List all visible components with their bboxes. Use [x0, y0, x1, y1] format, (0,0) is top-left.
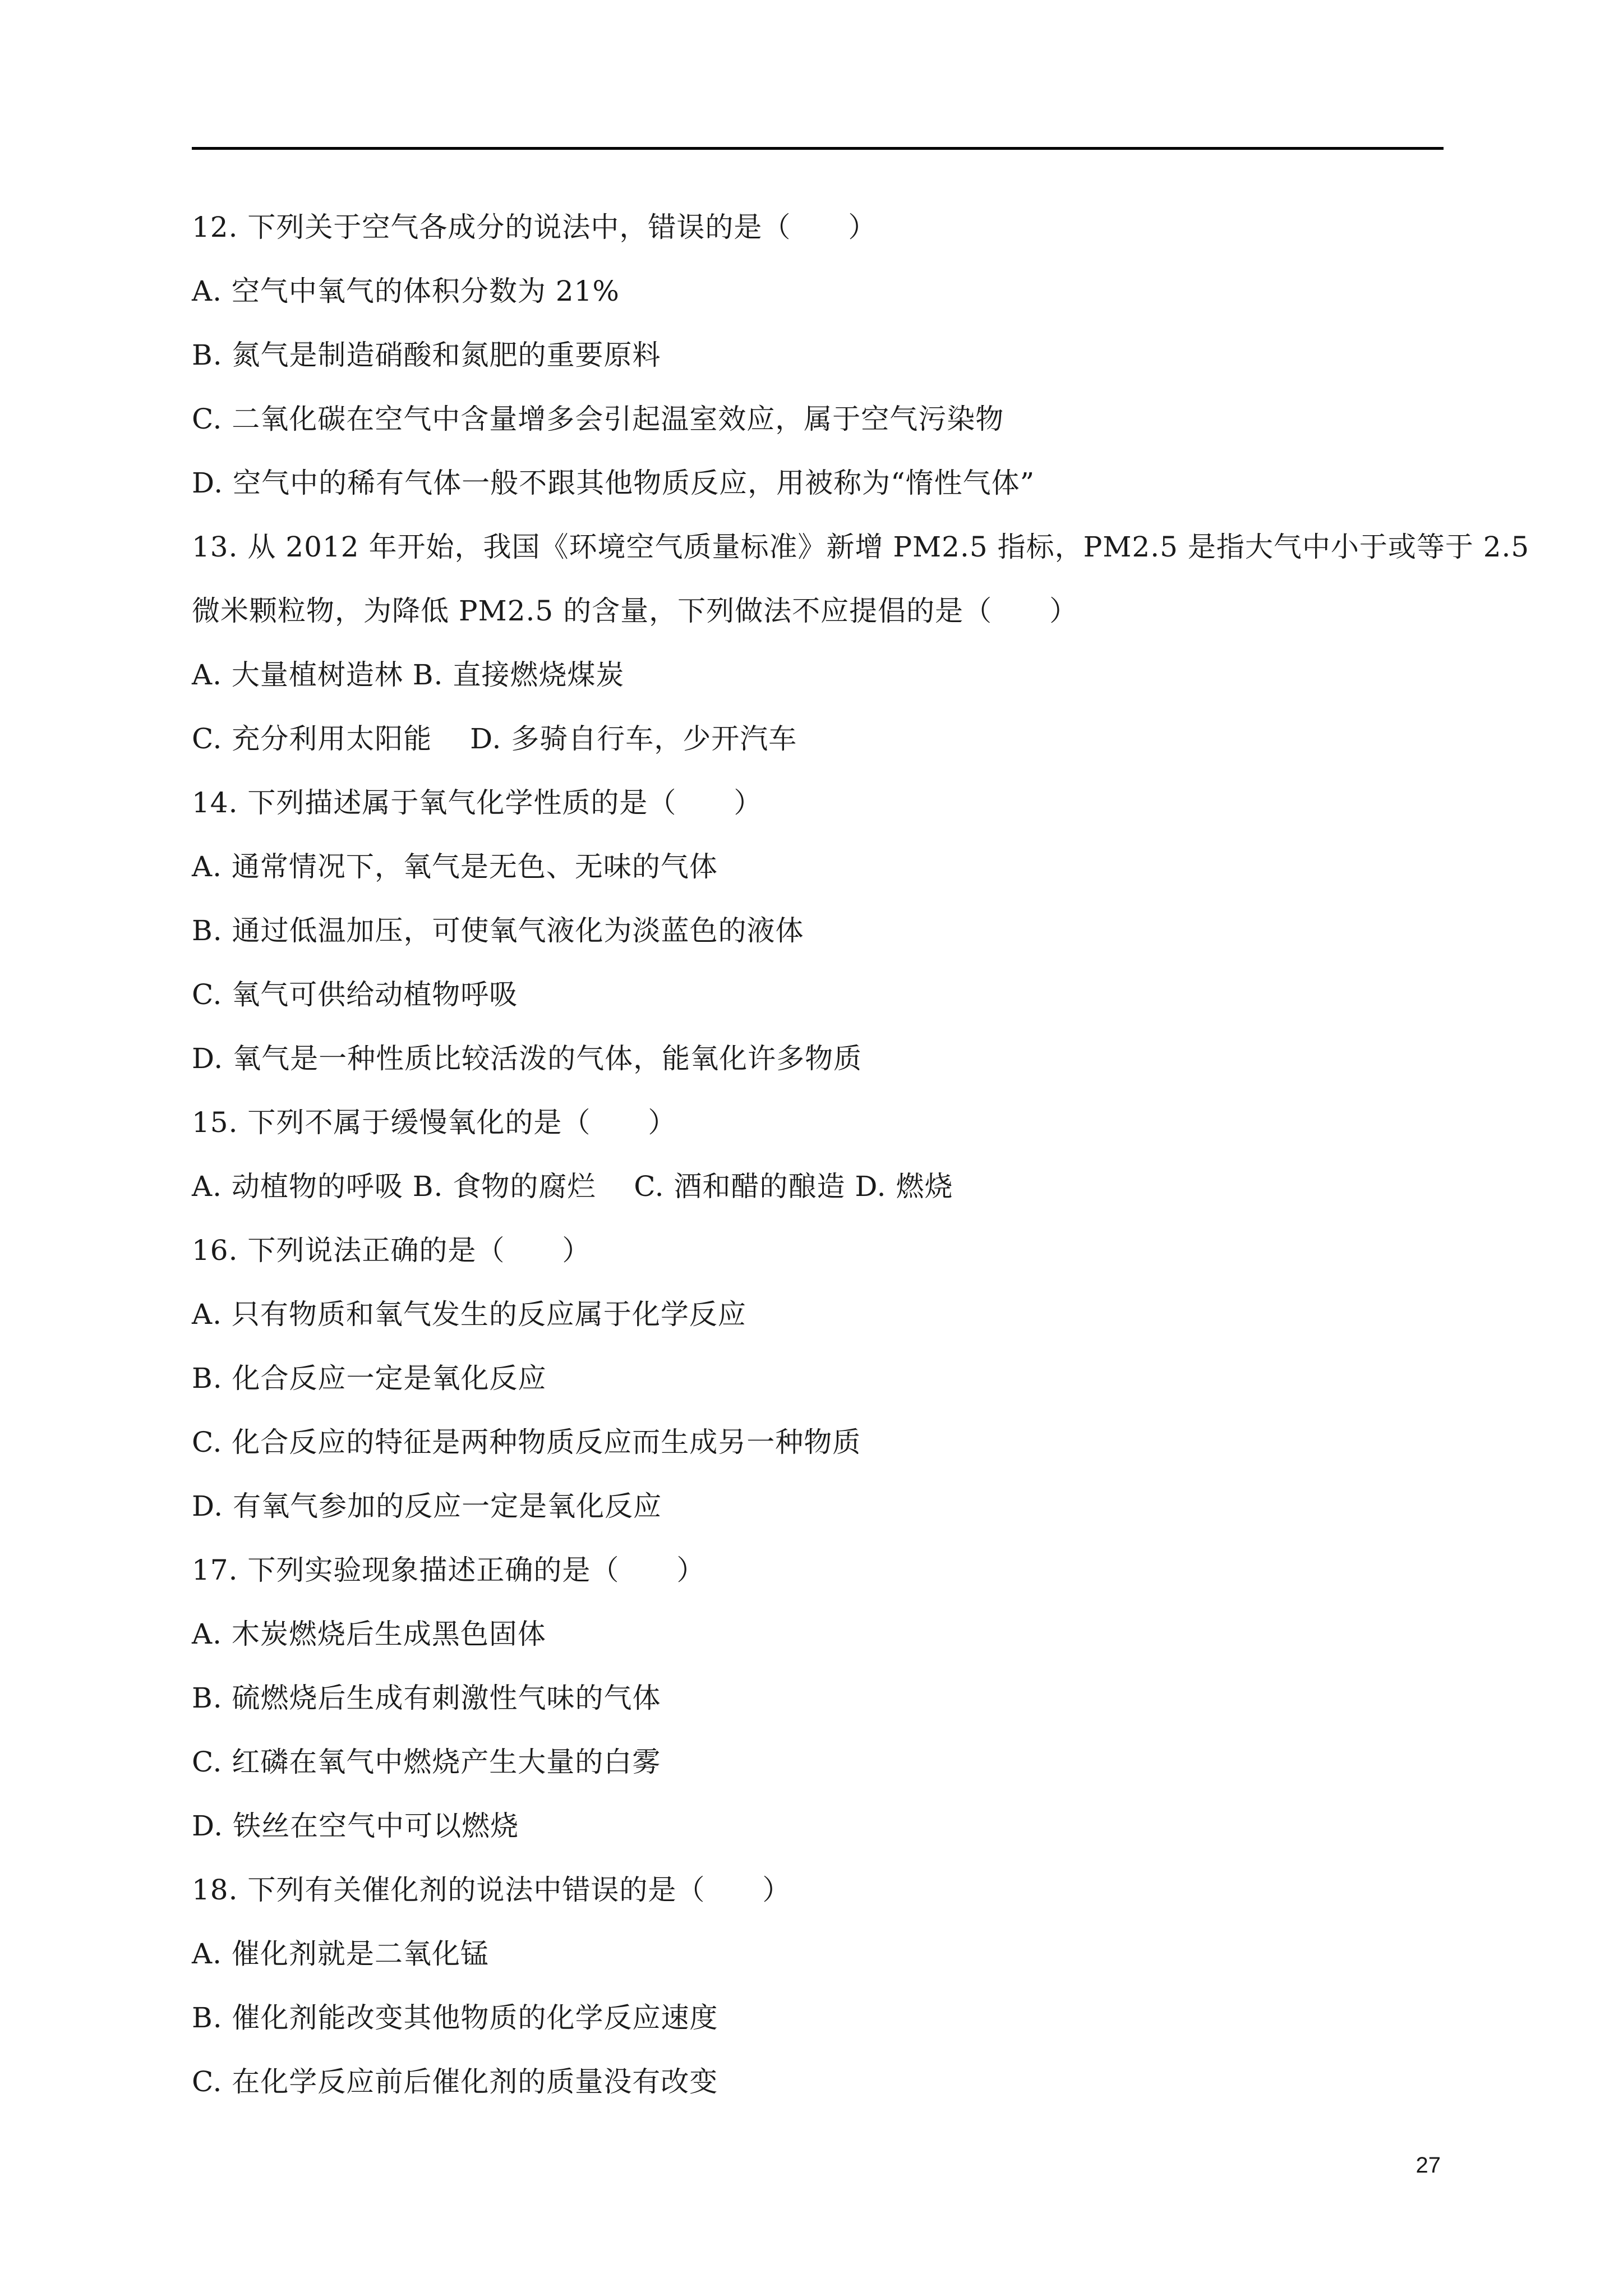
question-16-option-a: A. 只有物质和氧气发生的反应属于化学反应 — [192, 1298, 746, 1331]
question-14-option-d: D. 氧气是一种性质比较活泼的气体，能氧化许多物质 — [192, 1042, 863, 1075]
question-17-option-a: A. 木炭燃烧后生成黑色固体 — [192, 1618, 546, 1650]
question-14-option-a: A. 通常情况下，氧气是无色、无味的气体 — [192, 850, 718, 883]
question-14-option-c: C. 氧气可供给动植物呼吸 — [192, 978, 518, 1011]
question-15-stem: 15. 下列不属于缓慢氧化的是（ ） — [192, 1106, 677, 1139]
question-14-option-b: B. 通过低温加压，可使氧气液化为淡蓝色的液体 — [192, 914, 804, 947]
question-12-option-c: C. 二氧化碳在空气中含量增多会引起温室效应，属于空气污染物 — [192, 403, 1004, 435]
question-18-stem: 18. 下列有关催化剂的说法中错误的是（ ） — [192, 1874, 791, 1906]
question-13-stem-line-1: 13. 从 2012 年开始，我国《环境空气质量标准》新增 PM2.5 指标，PM2.5 是指大气中小于或等于 2.5 — [192, 531, 1530, 563]
question-13-options-ab: A. 大量植树造林 B. 直接燃烧煤炭 — [192, 659, 625, 691]
question-12-option-d: D. 空气中的稀有气体一般不跟其他物质反应，用被称为“惰性气体” — [192, 467, 1035, 499]
question-12-option-b: B. 氮气是制造硝酸和氮肥的重要原料 — [192, 339, 661, 371]
question-17-option-c: C. 红磷在氧气中燃烧产生大量的白雾 — [192, 1746, 661, 1778]
question-18-option-a: A. 催化剂就是二氧化锰 — [192, 1938, 489, 1970]
question-17-stem: 17. 下列实验现象描述正确的是（ ） — [192, 1554, 706, 1586]
question-15-options: A. 动植物的呼吸 B. 食物的腐烂 C. 酒和醋的酿造 D. 燃烧 — [192, 1170, 953, 1203]
question-16-option-c: C. 化合反应的特征是两种物质反应而生成另一种物质 — [192, 1426, 861, 1458]
question-17-option-b: B. 硫燃烧后生成有刺激性气味的气体 — [192, 1682, 661, 1714]
question-13-options-cd: C. 充分利用太阳能 D. 多骑自行车，少开汽车 — [192, 723, 797, 755]
question-12-option-a: A. 空气中氧气的体积分数为 21% — [192, 275, 620, 307]
question-16-stem: 16. 下列说法正确的是（ ） — [192, 1234, 591, 1267]
question-17-option-d: D. 铁丝在空气中可以燃烧 — [192, 1810, 519, 1842]
question-16-option-d: D. 有氧气参加的反应一定是氧化反应 — [192, 1490, 662, 1522]
question-18-option-c: C. 在化学反应前后催化剂的质量没有改变 — [192, 2065, 718, 2098]
question-13-stem-line-2: 微米颗粒物，为降低 PM2.5 的含量，下列做法不应提倡的是（ ） — [192, 595, 1078, 627]
question-list — [192, 202, 1530, 2120]
page-number: 27 — [1415, 2153, 1441, 2178]
question-16-option-b: B. 化合反应一定是氧化反应 — [192, 1362, 547, 1395]
header-rule — [192, 147, 1444, 150]
question-12-stem: 12. 下列关于空气各成分的说法中，错误的是（ ） — [192, 211, 877, 243]
question-14-stem: 14. 下列描述属于氧气化学性质的是（ ） — [192, 786, 763, 819]
question-18-option-b: B. 催化剂能改变其他物质的化学反应速度 — [192, 2001, 718, 2034]
